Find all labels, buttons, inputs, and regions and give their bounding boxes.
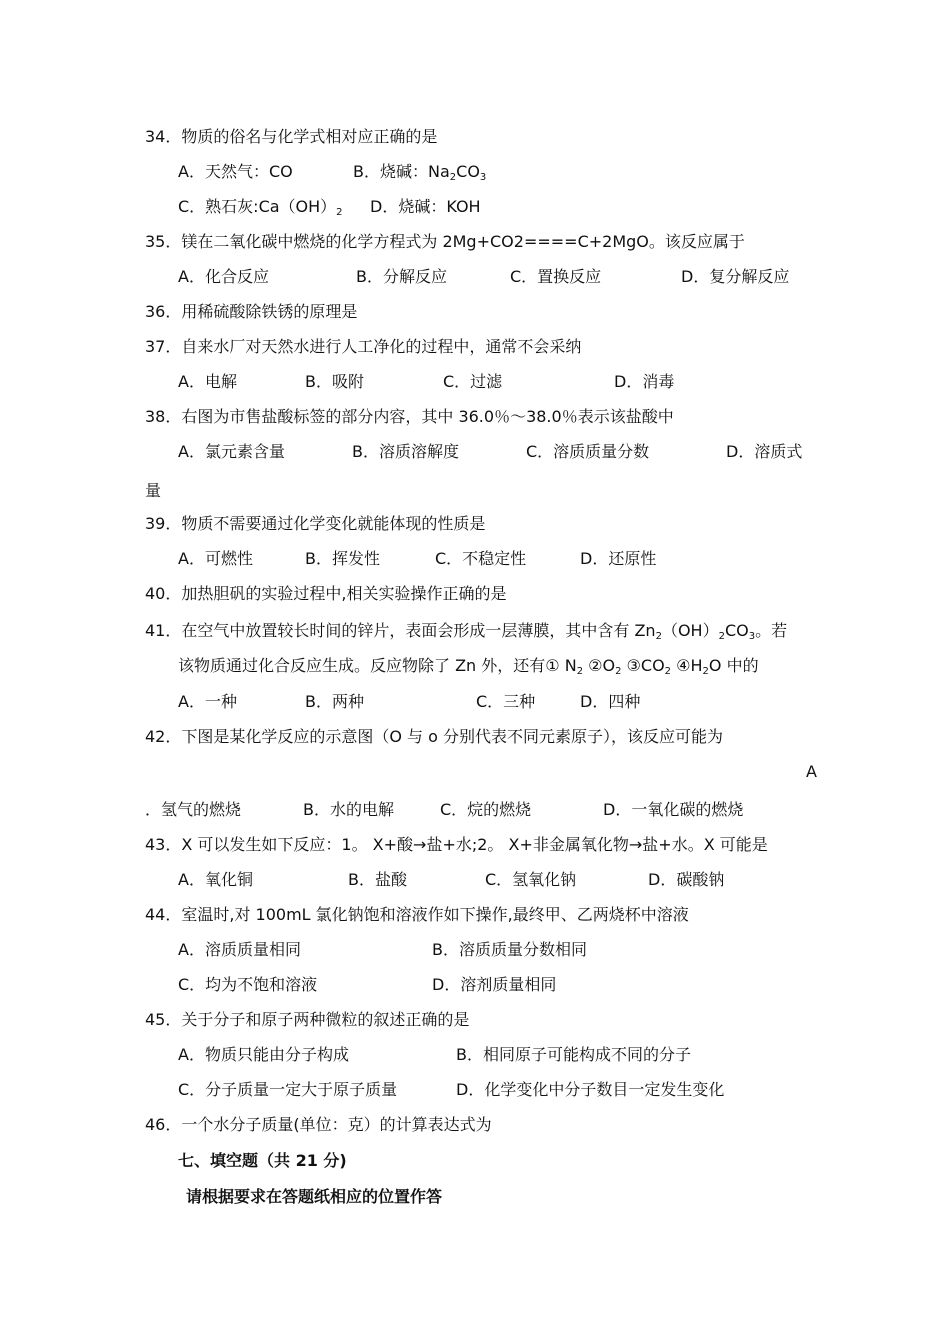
question-42-option-a: ．氢气的燃烧 (145, 800, 242, 819)
question-43-option-c: C．氢氧化钠 (485, 870, 577, 889)
question-41-stem: 41．在空气中放置较长时间的锌片，表面会形成一层薄膜，其中含有 $Zn_2(OH)_2CO_3$。若 (145, 621, 788, 642)
section-title: 七、填空题（共 21 分) (178, 1151, 347, 1170)
question-37-stem: 37．自来水厂对天然水进行人工净化的过程中，通常不会采纳 (145, 337, 582, 356)
question-43-option-b: B．盐酸 (348, 870, 407, 889)
question-42-stem: 42．下图是某化学反应的示意图（O 与 o 分别代表不同元素原子），该反应可能为 (145, 727, 724, 746)
question-38-stem: 38．右图为市售盐酸标签的部分内容，其中 36.0％～38.0％表示该盐酸中 (145, 407, 674, 426)
question-41-option-a: A．一种 (178, 692, 237, 711)
question-34-option-c: C．熟石灰$:Ca(OH)_2$ (178, 197, 343, 218)
question-38-option-a: A．氯元素含量 (178, 442, 285, 461)
question-35-option-b: B．分解反应 (356, 267, 447, 286)
question-38-option-d: D．溶质式 (726, 442, 803, 461)
question-42-option-a-letter: A (806, 762, 817, 781)
question-41-option-d: D．四种 (580, 692, 641, 711)
question-45-option-a: A．物质只能由分子构成 (178, 1045, 349, 1064)
question-41-option-c: C．三种 (476, 692, 536, 711)
question-46-stem: 46．一个水分子质量(单位：克）的计算表达式为 (145, 1115, 492, 1134)
question-37-option-d: D．消毒 (614, 372, 675, 391)
question-41-option-b: B．两种 (305, 692, 364, 711)
question-42-option-c: C．烷的燃烧 (440, 800, 532, 819)
question-39-option-a: A．可燃性 (178, 549, 253, 568)
question-43-option-a: A．氧化铜 (178, 870, 253, 889)
question-37-option-a: A．电解 (178, 372, 237, 391)
question-37-option-b: B．吸附 (305, 372, 364, 391)
question-40-stem: 40．加热胆矾的实验过程中,相关实验操作正确的是 (145, 584, 507, 603)
question-45-stem: 45．关于分子和原子两种微粒的叙述正确的是 (145, 1010, 470, 1029)
question-41-stem-line2: 该物质通过化合反应生成。反应物除了 Zn 外，还有① $N_2$ $②O_2$ $③CO_2$ $④H_2O$ 中的 (178, 656, 759, 677)
question-39-option-b: B．挥发性 (305, 549, 380, 568)
question-38-option-d-wrap: 量 (145, 481, 162, 500)
question-35-option-d: D．复分解反应 (681, 267, 790, 286)
question-35-option-a: A．化合反应 (178, 267, 269, 286)
question-39-stem: 39．物质不需要通过化学变化就能体现的性质是 (145, 514, 486, 533)
question-45-option-c: C．分子质量一定大于原子质量 (178, 1080, 398, 1099)
question-43-stem: 43．X 可以发生如下反应：1。 X+酸→盐+水;2。 X+非金属氧化物→盐+水。X 可能是 (145, 835, 768, 854)
question-44-stem: 44．室温时,对 100mL 氯化钠饱和溶液作如下操作,最终甲、乙两烧杯中溶液 (145, 905, 689, 924)
question-38-option-c: C．溶质质量分数 (526, 442, 650, 461)
question-44-option-a: A．溶质质量相同 (178, 940, 301, 959)
question-39-option-d: D．还原性 (580, 549, 657, 568)
section-instruction: 请根据要求在答题纸相应的位置作答 (186, 1187, 443, 1206)
question-38-option-b: B．溶质溶解度 (352, 442, 459, 461)
question-42-option-b: B．水的电解 (303, 800, 394, 819)
question-34-option-a: A．天然气：CO (178, 162, 293, 181)
question-44-option-b: B．溶质质量分数相同 (432, 940, 587, 959)
question-34-option-d: D．烧碱：KOH (370, 197, 481, 216)
question-34-option-b: B．烧碱：$Na_2CO_3$ (353, 162, 487, 183)
question-44-option-d: D．溶剂质量相同 (432, 975, 557, 994)
question-34-stem: 34．物质的俗名与化学式相对应正确的是 (145, 127, 438, 146)
question-39-option-c: C．不稳定性 (435, 549, 527, 568)
question-44-option-c: C．均为不饱和溶液 (178, 975, 318, 994)
question-45-option-b: B．相同原子可能构成不同的分子 (456, 1045, 691, 1064)
question-36-stem: 36．用稀硫酸除铁锈的原理是 (145, 302, 358, 321)
question-43-option-d: D．碳酸钠 (648, 870, 725, 889)
question-42-option-d: D．一氧化碳的燃烧 (603, 800, 744, 819)
question-45-option-d: D．化学变化中分子数目一定发生变化 (456, 1080, 725, 1099)
question-37-option-c: C．过滤 (443, 372, 503, 391)
question-35-option-c: C．置换反应 (510, 267, 602, 286)
question-35-stem: 35．镁在二氧化碳中燃烧的化学方程式为 2Mg+CO2====C+2MgO。该反应属于 (145, 232, 745, 251)
